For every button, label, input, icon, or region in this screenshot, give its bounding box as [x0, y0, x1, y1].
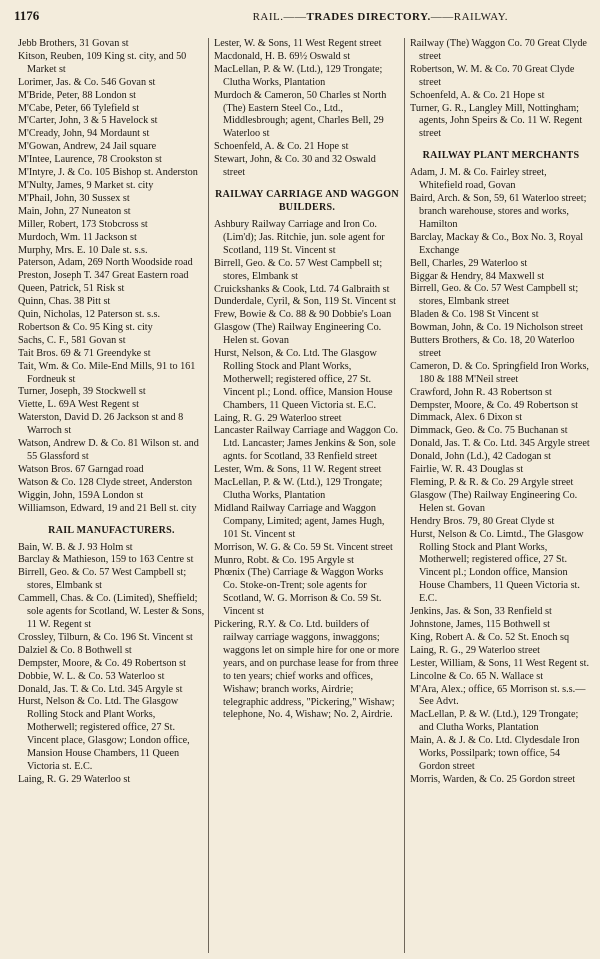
page-header: [14, 8, 586, 30]
column-divider: [208, 38, 209, 953]
directory-entry: MacLellan, P. & W. (Ltd.), 129 Trongate; Clutha Works, Plantation: [214, 477, 383, 501]
section-heading: RAILWAY CARRIAGE AND WAGGON BUILDERS.: [215, 188, 399, 213]
directory-entry: MacLellan, P. & W. (Ltd.), 129 Trongate; Clutha Works, Plantation: [214, 63, 383, 88]
directory-entry: Butters Brothers, & Co. 18, 20 Waterloo street: [410, 335, 575, 359]
running-head-separator: ——: [283, 11, 307, 23]
directory-entry: Laing, R. G., 29 Waterloo street: [410, 644, 540, 656]
directory-entry: Lester, William, & Sons, 11 West Regent st.: [410, 657, 589, 669]
directory-entry: M'Intee, Laurence, 78 Crookston st: [18, 154, 162, 166]
directory-entry: Viette, L. 69A West Regent st: [18, 399, 139, 411]
directory-entry: Turner, Joseph, 39 Stockwell st: [18, 386, 146, 398]
page-number: 1176: [14, 8, 40, 23]
directory-entry: M'Carter, John, 3 & 5 Havelock st: [18, 115, 158, 127]
directory-entry: Main, A. & J. & Co. Ltd. Clydesdale Iron Works, Possilpark; town office, 54 Gordon street: [410, 735, 580, 772]
directory-entry: Dunderdale, Cyril, & Son, 119 St. Vincent st: [214, 296, 396, 308]
directory-entry: Bladen & Co. 198 St Vincent st: [410, 309, 539, 321]
directory-entry: Phœnix (The) Carriage & Waggon Works Co. Stoke-on-Trent; sole agents for Scotland, W. G. Morrison & Co. 59 St. Vincent st: [214, 567, 384, 618]
directory-entry: Lester, Wm. & Sons, 11 W. Regent street: [214, 464, 382, 476]
directory-entry: Lincolne & Co. 65 N. Wallace st: [410, 670, 544, 682]
directory-entry: Munro, Robt. & Co. 195 Argyle st: [214, 554, 354, 566]
directory-entry: Hurst, Nelson & Co. Ltd. The Glasgow Rolling Stock and Plant Works, Motherwell; registered office, 27 St. Vincent place, Glasgow; London office, Mansion House Chambers, 11 Queen Victoria st. E.C.: [18, 696, 190, 772]
directory-entry: Stewart, John, & Co. 30 and 32 Oswald street: [214, 154, 376, 179]
column-divider: [404, 38, 405, 953]
column-1: [18, 38, 205, 953]
directory-entry: Hurst, Nelson & Co. Limtd., The Glasgow Rolling Stock and Plant Works, Motherwell; registered office, 27 St. Vincent pl.; London office, Mansion House Chambers, 11 Queen Victoria st. E.C.: [410, 528, 584, 605]
directory-entry: Tait, Wm. & Co. Mile-End Mills, 91 to 161 Fordneuk st: [18, 360, 196, 385]
directory-entry: Crawford, John R. 43 Robertson st: [410, 386, 552, 398]
directory-entry: Donald, John (Ld.), 42 Cadogan st: [410, 451, 551, 463]
directory-entry: Morris, Warden, & Co. 25 Gordon street: [410, 773, 576, 785]
directory-entry: Donald, Jas. T. & Co. Ltd. 345 Argyle street: [410, 438, 590, 450]
directory-entry: Hendry Bros. 79, 80 Great Clyde st: [410, 515, 555, 527]
directory-entry: Frew, Bowie & Co. 88 & 90 Dobbie's Loan: [214, 309, 392, 321]
directory-entry: Laing, R. G. 29 Waterloo street: [214, 412, 342, 424]
directory-entry: Barclay, Mackay & Co., Box No. 3, Royal Exchange: [410, 231, 584, 256]
directory-entry: Laing, R. G. 29 Waterloo st: [18, 773, 131, 785]
directory-entry: Robertson, W. M. & Co. 70 Great Clyde street: [410, 63, 575, 88]
directory-entry: Birrell, Geo. & Co. 57 West Campbell st; stores, Elmbank street: [410, 283, 579, 308]
directory-entry: Paterson, Adam, 269 North Woodside road: [18, 257, 193, 269]
directory-entry: Murdoch, Wm. 11 Jackson st: [18, 231, 137, 243]
directory-entry: Fleming, P. & R. & Co. 29 Argyle street: [410, 477, 574, 488]
directory-entry: M'Intyre, J. & Co. 105 Bishop st. Anderston: [18, 167, 198, 179]
directory-entry: Williamson, Edward, 19 and 21 Bell st. city: [18, 502, 197, 514]
directory-entry: Robertson & Co. 95 King st. city: [18, 321, 153, 333]
directory-entry: Preston, Joseph T. 347 Great Eastern road: [18, 270, 189, 282]
directory-entry: Dobbie, W. L. & Co. 53 Waterloo st: [18, 670, 165, 682]
directory-entry: Waterston, David D. 26 Jackson st and 8 Warroch st: [18, 412, 184, 437]
directory-entry: Ashbury Railway Carriage and Iron Co. (Lim'd); Jas. Ritchie, jun. sole agent for Scotland, 119 St. Vincent st: [214, 218, 385, 256]
directory-entry: Johnstone, James, 115 Bothwell st: [410, 618, 550, 630]
directory-entry: Glasgow (The) Railway Engineering Co. Helen st. Govan: [214, 322, 382, 347]
directory-entry: Dempster, Moore, & Co. 49 Robertson st: [410, 399, 578, 411]
running-head: [253, 11, 508, 23]
directory-entry: Dimmack, Alex. 6 Dixon st: [410, 412, 523, 424]
directory-entry: Dimmack, Geo. & Co. 75 Buchanan st: [410, 425, 568, 437]
directory-entry: Bell, Charles, 29 Waterloo st: [410, 257, 528, 269]
directory-entry: Birrell, Geo. & Co. 57 West Campbell st; stores, Elmbank st: [214, 257, 383, 282]
directory-entry: M'Cready, John, 94 Mordaunt st: [18, 128, 150, 140]
directory-entry: M'Gowan, Andrew, 24 Jail square: [18, 141, 157, 153]
directory-entry: Cameron, D. & Co. Springfield Iron Works, 180 & 188 M'Neil street: [410, 360, 589, 385]
directory-entry: Cammell, Chas. & Co. (Limited), Sheffield; sole agents for Scotland, W. Lester & Sons, 11 W. Regent st: [18, 593, 205, 630]
directory-entry: Macdonald, H. B. 69½ Oswald st: [214, 50, 351, 62]
directory-entry: Cruickshanks & Cook, Ltd. 74 Galbraith st: [214, 283, 390, 295]
running-head-left: RAIL.: [252, 11, 284, 23]
section-heading: RAILWAY PLANT MERCHANTS: [422, 150, 580, 162]
directory-entry: Lancaster Railway Carriage and Waggon Co. Ltd. Lancaster; James Jenkins & Son, sole agnts. for Scotland, 33 Renfield street: [214, 425, 399, 463]
directory-entry: Dalziel & Co. 8 Bothwell st: [18, 644, 132, 656]
directory-entry: Bowman, John, & Co. 19 Nicholson street: [410, 322, 583, 334]
directory-entry: Quin, Nicholas, 12 Paterson st. s.s.: [18, 309, 161, 321]
directory-entry: Crossley, Tilburn, & Co. 196 St. Vincent st: [18, 631, 193, 643]
directory-entry: Bain, W. B. & J. 93 Holm st: [18, 541, 133, 553]
directory-entry: Lester, W. & Sons, 11 West Regent street: [214, 38, 382, 49]
directory-entry: Jebb Brothers, 31 Govan st: [18, 38, 129, 49]
directory-entry: Morrison, W. G. & Co. 59 St. Vincent street: [214, 541, 393, 553]
directory-entry: King, Robert A. & Co. 52 St. Enoch sq: [410, 631, 570, 643]
directory-entry: Baird, Arch. & Son, 59, 61 Waterloo street; branch warehouse, stores and works, Hamilton: [410, 193, 587, 230]
directory-entry: M'Nulty, James, 9 Market st. city: [18, 179, 154, 191]
directory-entry: Schoenfeld, A. & Co. 21 Hope st: [214, 141, 349, 153]
directory-entry: Wiggin, John, 159A London st: [18, 489, 144, 501]
directory-entry: Schoenfeld, A. & Co. 21 Hope st: [410, 89, 545, 101]
directory-entry: Watson & Co. 128 Clyde street, Anderston: [18, 476, 193, 488]
directory-entry: Lorimer, Jas. & Co. 546 Govan st: [18, 76, 156, 88]
directory-entry: Hurst, Nelson, & Co. Ltd. The Glasgow Rolling Stock and Plant Works, Motherwell; registered office, 27 St. Vincent pl.; Lond. office, Mansion House Chambers, 11 Queen Victoria st. E.C.: [214, 348, 393, 411]
directory-entry: M'Phail, John, 30 Sussex st: [18, 192, 130, 204]
directory-entry: Watson Bros. 67 Garngad road: [18, 463, 144, 475]
directory-entry: Fairlie, W. R. 43 Douglas st: [410, 464, 524, 476]
directory-entry: Tait Bros. 69 & 71 Greendyke st: [18, 347, 151, 359]
directory-entry: Pickering, R.Y. & Co. Ltd. builders of railway carriage waggons, inwaggons; waggons let on simple hire for one or more years, and on purchase lease for from three to ten years; chief works and offices, Wishaw; branch works, Airdrie; telegraphic address, "Pickering," Wishaw; telephone, No. 4, Wishaw; No. 2, Airdrie.: [214, 619, 399, 721]
directory-entry: M'Ara, Alex.; office, 65 Morrison st. s.s.—See Advt.: [410, 683, 586, 708]
directory-entry: Main, John, 27 Nuneaton st: [18, 205, 131, 217]
directory-entry: M'Bride, Peter, 88 London st: [18, 89, 137, 101]
directory-entry: Quinn, Chas. 38 Pitt st: [18, 296, 111, 308]
directory-entry: MacLellan, P. & W. (Ltd.), 129 Trongate; and Clutha Works, Plantation: [410, 709, 579, 734]
directory-entry: Biggar & Hendry, 84 Maxwell st: [410, 270, 545, 282]
directory-entry: Birrell, Geo. & Co. 57 West Campbell st; stores, Elmbank st: [18, 567, 187, 592]
directory-entry: Murdoch & Cameron, 50 Charles st North (The) Eastern Steel Co., Ltd., Middlesbrough; agent, Charles Bell, 29 Waterloo st: [214, 89, 387, 140]
section-heading: RAIL MANUFACTURERS.: [48, 524, 175, 536]
directory-entry: Dempster, Moore, & Co. 49 Robertson st: [18, 657, 186, 669]
directory-entry: Queen, Patrick, 51 Risk st: [18, 283, 125, 295]
column-2: [214, 38, 400, 953]
directory-entry: Glasgow (The) Railway Engineering Co. Helen st. Govan: [410, 489, 578, 514]
directory-entry: Sachs, C. F., 581 Govan st: [18, 334, 126, 346]
directory-entry: Turner, G. R., Langley Mill, Nottingham; agents, John Speirs & Co. 11 W. Regent street: [410, 102, 583, 140]
directory-entry: Midland Railway Carriage and Waggon Company, Limited; agent, James Hugh, 101 St. Vincent st: [214, 502, 385, 540]
directory-entry: Jenkins, Jas. & Son, 33 Renfield st: [410, 606, 552, 618]
column-3: [410, 38, 592, 953]
directory-entry: Miller, Robert, 173 Stobcross st: [18, 218, 148, 230]
directory-entry: Adam, J. M. & Co. Fairley street, Whitefield road, Govan: [410, 167, 547, 192]
directory-entry: Barclay & Mathieson, 159 to 163 Centre st: [18, 554, 194, 566]
directory-entry: Murphy, Mrs. E. 10 Dale st. s.s.: [18, 244, 148, 256]
running-head-separator: ——: [430, 11, 454, 23]
directory-entry: Donald, Jas. T. & Co. Ltd. 345 Argyle st: [18, 683, 183, 695]
running-head-center: TRADES DIRECTORY.: [306, 11, 431, 23]
directory-entry: Watson, Andrew D. & Co. 81 Wilson st. and 55 Glassford st: [18, 438, 199, 462]
directory-entry: Railway (The) Waggon Co. 70 Great Clyde street: [410, 38, 587, 62]
directory-entry: M'Cabe, Peter, 66 Tylefield st: [18, 102, 140, 114]
running-head-right: RAILWAY.: [453, 11, 508, 23]
directory-entry: Kitson, Reuben, 109 King st. city, and 50 Market st: [18, 50, 187, 75]
